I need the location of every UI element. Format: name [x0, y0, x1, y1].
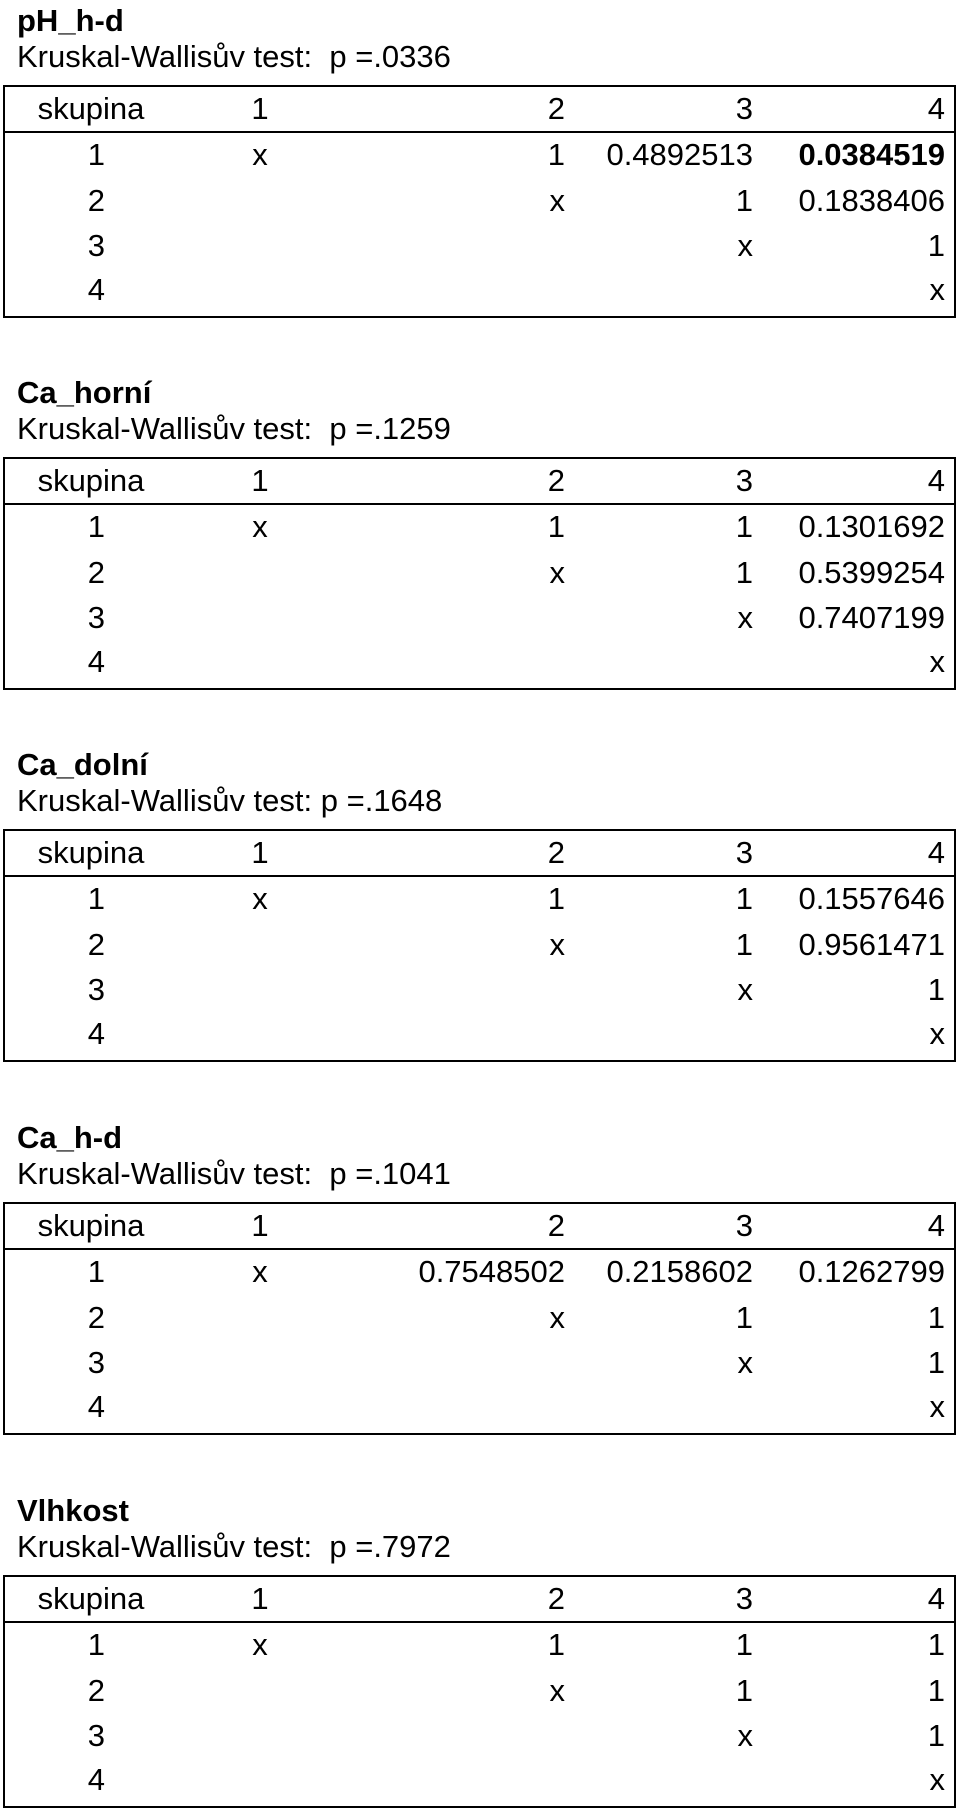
- p-value-cell: x: [252, 509, 268, 544]
- row-label-cell: 4: [87, 1762, 105, 1797]
- pairwise-comparison-table: [3, 1202, 956, 1435]
- variable-title: Ca_h-d: [17, 1120, 123, 1155]
- p-value-cell: 1: [735, 555, 753, 590]
- p-value-cell: x: [549, 183, 565, 218]
- header-cell-skupina: skupina: [37, 835, 145, 870]
- row-label-cell: 3: [87, 1345, 105, 1380]
- p-value-cell: x: [252, 1627, 268, 1662]
- header-cell-skupina: skupina: [37, 1208, 145, 1243]
- variable-title: Ca_horní: [17, 375, 152, 410]
- kruskal-wallis-result: Kruskal-Wallisův test: p =.1648: [17, 783, 443, 818]
- row-label-cell: 3: [87, 600, 105, 635]
- header-divider: [5, 131, 954, 133]
- kruskal-wallis-result: Kruskal-Wallisův test: p =.1259: [17, 411, 451, 446]
- header-cell-group: 3: [735, 91, 753, 126]
- p-value-cell: 1: [547, 1627, 565, 1662]
- p-value-cell: 0.4892513: [606, 137, 753, 172]
- row-label-cell: 4: [87, 1016, 105, 1051]
- p-value-cell: x: [929, 644, 945, 679]
- p-value-cell: x: [929, 1762, 945, 1797]
- header-cell-group: 2: [547, 463, 565, 498]
- row-label-cell: 2: [87, 927, 105, 962]
- p-value-cell: 0.1301692: [798, 509, 945, 544]
- pairwise-comparison-table: [3, 85, 956, 318]
- header-cell-group: 1: [251, 1581, 269, 1616]
- row-label-cell: 2: [87, 183, 105, 218]
- p-value-cell: 0.0384519: [798, 137, 945, 172]
- row-label-cell: 3: [87, 228, 105, 263]
- p-value-cell: x: [737, 1718, 753, 1753]
- p-value-cell: 0.7407199: [798, 600, 945, 635]
- variable-title: Ca_dolní: [17, 747, 148, 782]
- header-cell-group: 4: [927, 1581, 945, 1616]
- row-label-cell: 2: [87, 555, 105, 590]
- p-value-cell: 1: [735, 1627, 753, 1662]
- p-value-cell: 0.9561471: [798, 927, 945, 962]
- pairwise-comparison-table: [3, 1575, 956, 1808]
- row-label-cell: 4: [87, 1389, 105, 1424]
- p-value-cell: 1: [735, 1300, 753, 1335]
- row-label-cell: 3: [87, 1718, 105, 1753]
- header-divider: [5, 1621, 954, 1623]
- row-label-cell: 4: [87, 644, 105, 679]
- header-cell-group: 3: [735, 835, 753, 870]
- p-value-cell: 0.5399254: [798, 555, 945, 590]
- p-value-cell: 1: [735, 881, 753, 916]
- pairwise-comparison-table: [3, 829, 956, 1062]
- p-value-cell: 0.1838406: [798, 183, 945, 218]
- p-value-cell: x: [929, 1016, 945, 1051]
- header-cell-group: 1: [251, 463, 269, 498]
- row-label-cell: 4: [87, 272, 105, 307]
- p-value-cell: 1: [547, 881, 565, 916]
- header-cell-group: 4: [927, 835, 945, 870]
- header-cell-group: 2: [547, 91, 565, 126]
- row-label-cell: 1: [87, 137, 105, 172]
- variable-title: pH_h-d: [17, 3, 124, 38]
- p-value-cell: 1: [927, 1718, 945, 1753]
- kruskal-wallis-result: Kruskal-Wallisův test: p =.0336: [17, 39, 451, 74]
- header-cell-group: 1: [251, 1208, 269, 1243]
- header-cell-group: 2: [547, 835, 565, 870]
- header-cell-group: 2: [547, 1581, 565, 1616]
- header-cell-group: 3: [735, 463, 753, 498]
- p-value-cell: x: [737, 972, 753, 1007]
- p-value-cell: 1: [735, 183, 753, 218]
- p-value-cell: x: [549, 927, 565, 962]
- row-label-cell: 1: [87, 1254, 105, 1289]
- p-value-cell: x: [549, 1673, 565, 1708]
- p-value-cell: 0.7548502: [418, 1254, 565, 1289]
- p-value-cell: 0.1262799: [798, 1254, 945, 1289]
- p-value-cell: 1: [547, 137, 565, 172]
- p-value-cell: x: [929, 1389, 945, 1424]
- p-value-cell: x: [252, 1254, 268, 1289]
- p-value-cell: 1: [735, 1673, 753, 1708]
- row-label-cell: 3: [87, 972, 105, 1007]
- header-cell-group: 1: [251, 835, 269, 870]
- kruskal-wallis-result: Kruskal-Wallisův test: p =.7972: [17, 1529, 451, 1564]
- p-value-cell: x: [737, 228, 753, 263]
- header-divider: [5, 1248, 954, 1250]
- pairwise-comparison-table: [3, 457, 956, 690]
- p-value-cell: x: [737, 600, 753, 635]
- p-value-cell: x: [252, 881, 268, 916]
- row-label-cell: 2: [87, 1300, 105, 1335]
- header-cell-skupina: skupina: [37, 463, 145, 498]
- header-divider: [5, 503, 954, 505]
- p-value-cell: 1: [547, 509, 565, 544]
- p-value-cell: 1: [927, 1345, 945, 1380]
- variable-title: Vlhkost: [17, 1493, 129, 1528]
- row-label-cell: 1: [87, 1627, 105, 1662]
- header-cell-group: 2: [547, 1208, 565, 1243]
- header-divider: [5, 875, 954, 877]
- header-cell-group: 4: [927, 463, 945, 498]
- p-value-cell: x: [929, 272, 945, 307]
- p-value-cell: x: [549, 1300, 565, 1335]
- header-cell-group: 4: [927, 1208, 945, 1243]
- header-cell-group: 1: [251, 91, 269, 126]
- p-value-cell: 1: [927, 1300, 945, 1335]
- p-value-cell: 1: [927, 1673, 945, 1708]
- row-label-cell: 1: [87, 509, 105, 544]
- header-cell-group: 3: [735, 1208, 753, 1243]
- header-cell-group: 3: [735, 1581, 753, 1616]
- p-value-cell: 1: [927, 972, 945, 1007]
- p-value-cell: 1: [927, 1627, 945, 1662]
- row-label-cell: 2: [87, 1673, 105, 1708]
- kruskal-wallis-result: Kruskal-Wallisův test: p =.1041: [17, 1156, 451, 1191]
- p-value-cell: 1: [735, 927, 753, 962]
- p-value-cell: x: [737, 1345, 753, 1380]
- p-value-cell: x: [252, 137, 268, 172]
- header-cell-group: 4: [927, 91, 945, 126]
- p-value-cell: x: [549, 555, 565, 590]
- header-cell-skupina: skupina: [37, 91, 145, 126]
- p-value-cell: 1: [735, 509, 753, 544]
- row-label-cell: 1: [87, 881, 105, 916]
- p-value-cell: 1: [927, 228, 945, 263]
- p-value-cell: 0.1557646: [798, 881, 945, 916]
- p-value-cell: 0.2158602: [606, 1254, 753, 1289]
- header-cell-skupina: skupina: [37, 1581, 145, 1616]
